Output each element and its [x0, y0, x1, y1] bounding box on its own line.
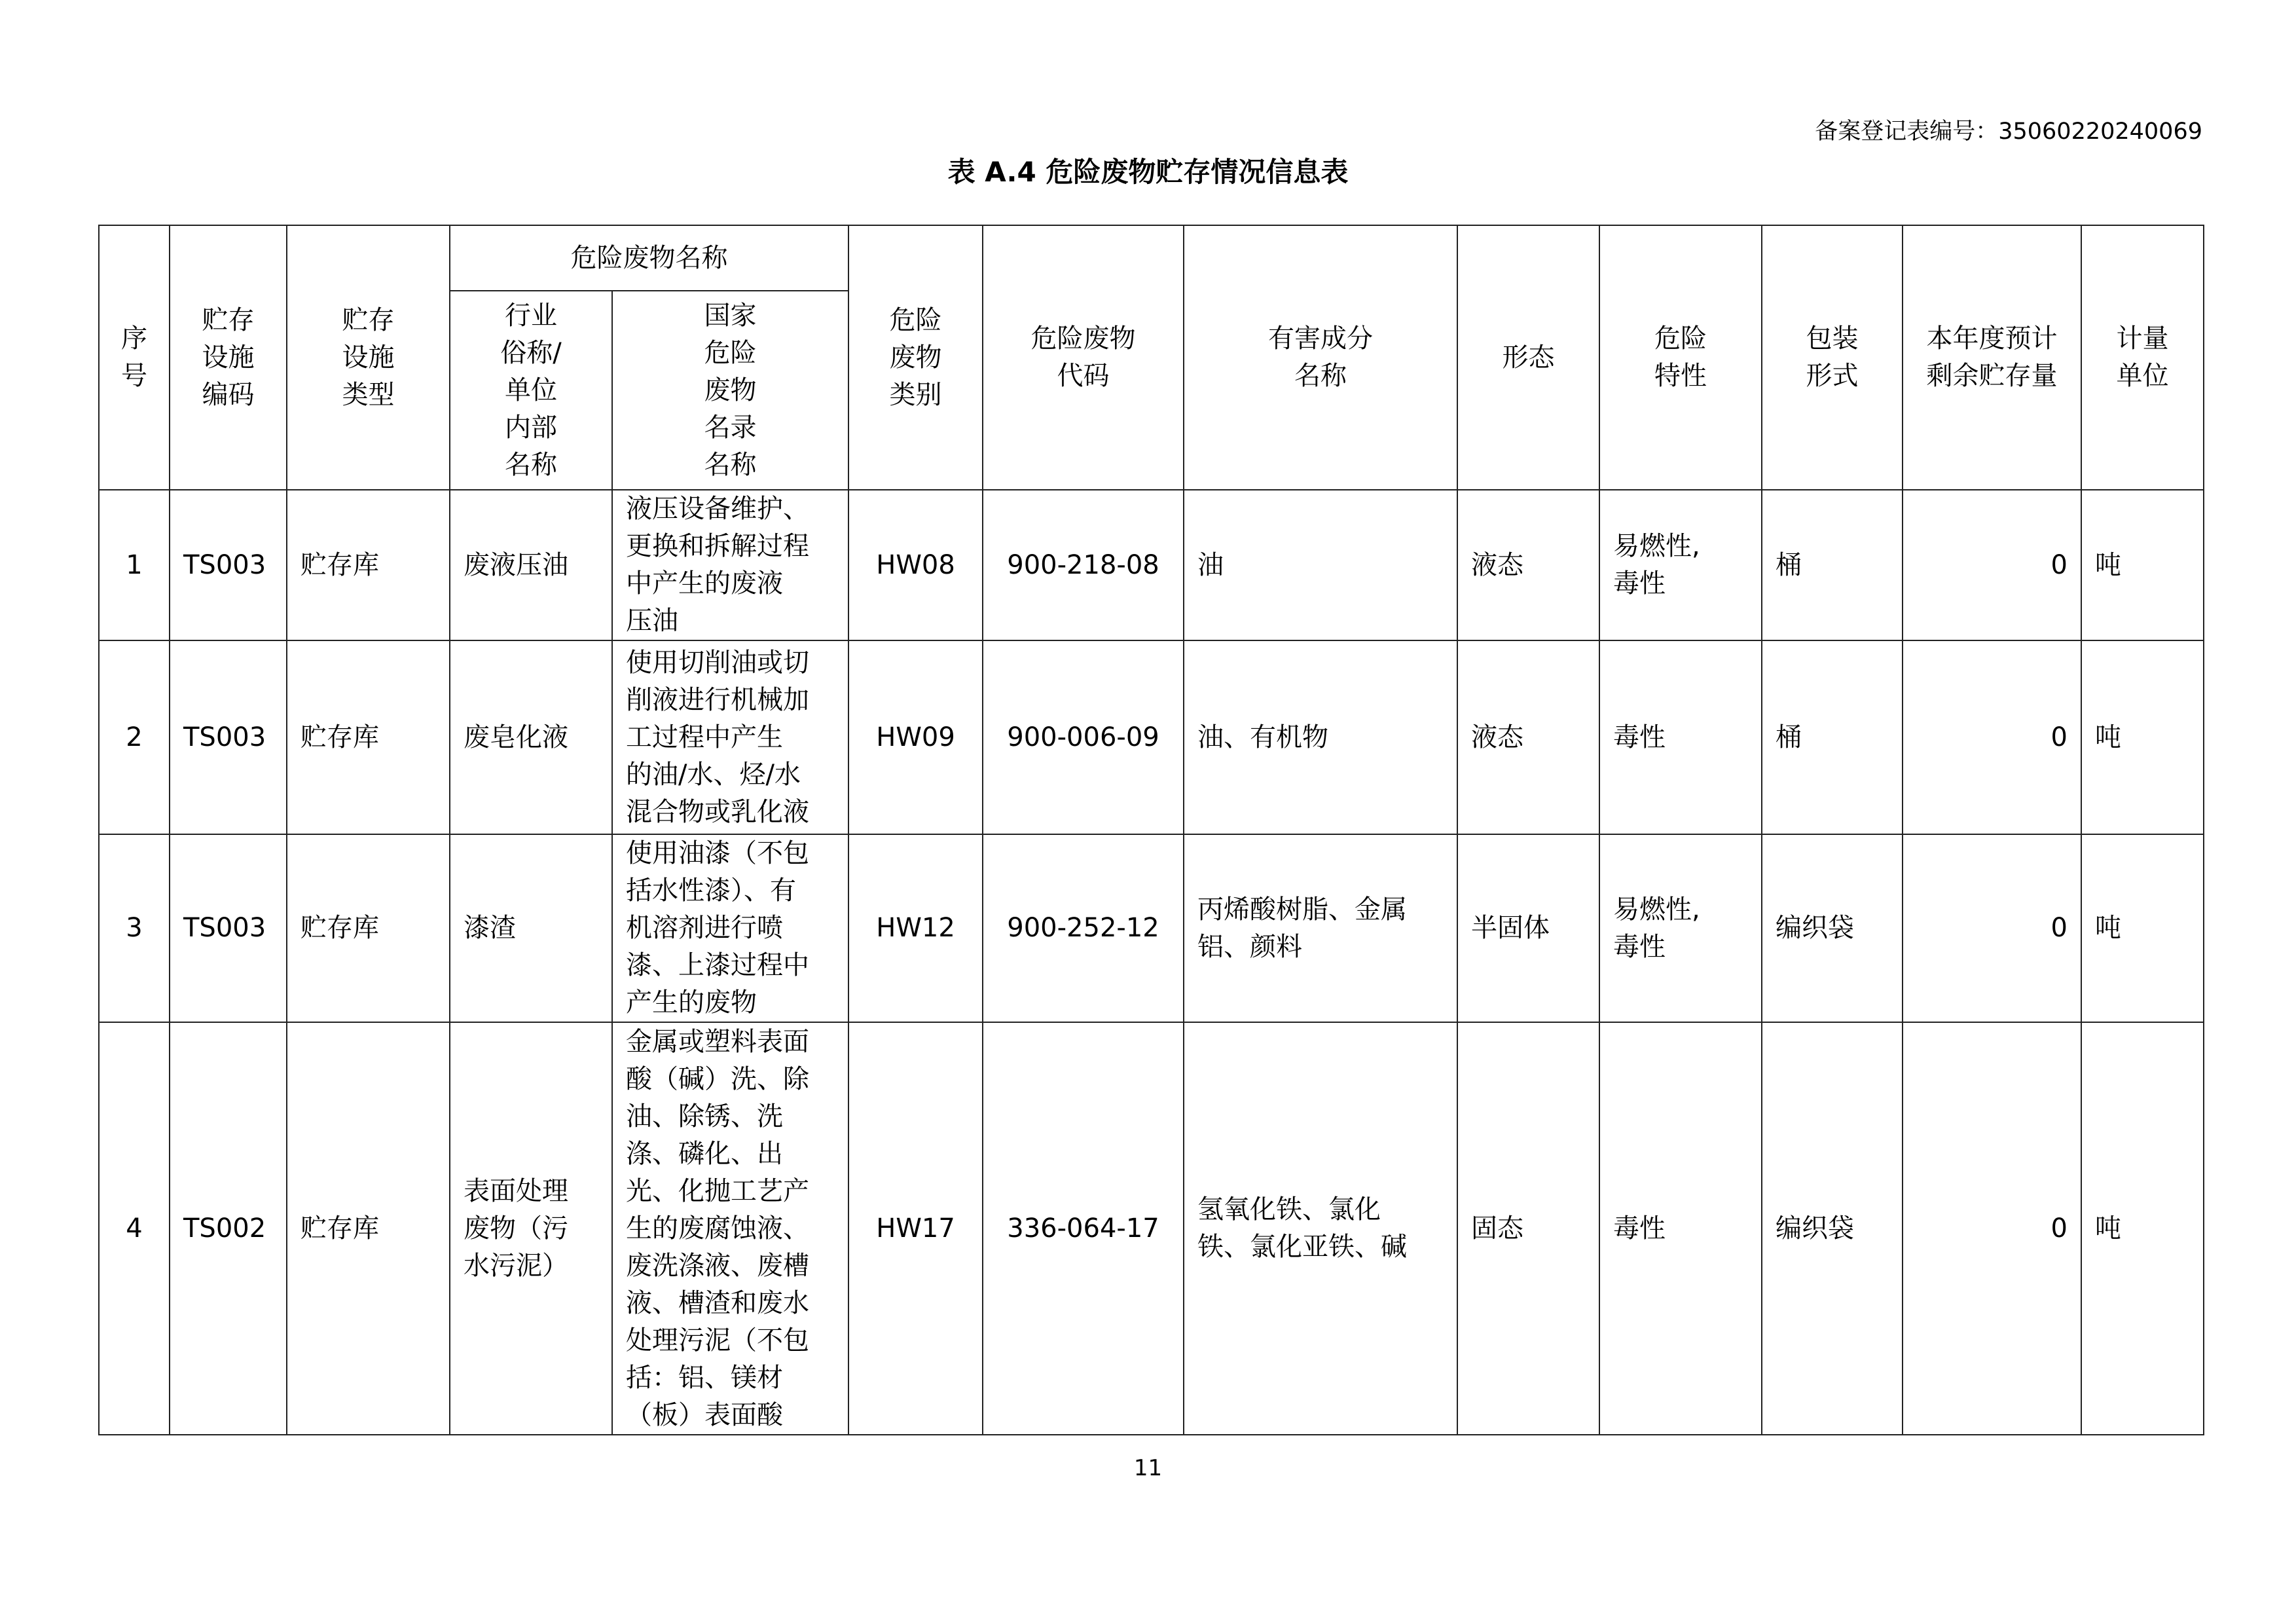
cell-text-line: 类型: [342, 379, 395, 410]
cell-text-line: （板）表面酸: [626, 1399, 783, 1430]
cell-text-line: 俗称/: [500, 337, 562, 368]
cell-text-line: 本年度预计: [1926, 323, 2058, 354]
cell-unit: 吨: [2081, 640, 2204, 834]
cell-text-line: 丙烯酸树脂、金属: [1197, 894, 1407, 925]
cell-category: HW09: [848, 640, 983, 834]
cell-text-line: 括：铝、镁材: [626, 1362, 783, 1393]
cell-text-line: 废物: [704, 375, 757, 405]
header-remaining-storage: [1903, 225, 2081, 490]
cell-text-line: 漆渣: [464, 913, 516, 943]
cell-text-line: 漆、上漆过程中: [626, 950, 809, 980]
cell-facility-code: TS003: [170, 640, 287, 834]
cell-text-line: 设施: [202, 342, 255, 373]
cell-facility-type: 贮存库: [287, 834, 450, 1022]
cell-text-line: 危险: [889, 304, 942, 335]
cell-text-line: 机溶剂进行喷: [626, 913, 783, 943]
cell-text-line: 剩余贮存量: [1926, 361, 2058, 391]
cell-category: HW17: [848, 1022, 983, 1435]
cell-harmful: [1184, 1022, 1457, 1435]
table-row: [99, 640, 2204, 834]
cell-seq: 2: [99, 640, 170, 834]
cell-text-line: 国家: [704, 300, 757, 331]
cell-text-line: 形式: [1806, 361, 1859, 391]
cell-text-line: 毒性: [1613, 931, 1666, 962]
cell-text-line: 废液压油: [464, 549, 568, 580]
cell-text-line: 贮存: [202, 304, 255, 335]
cell-text-line: 序: [121, 323, 147, 354]
cell-text-line: 废洗涤液、废槽: [626, 1250, 809, 1281]
cell-code: 336-064-17: [983, 1022, 1184, 1435]
cell-text-line: 单位: [505, 375, 557, 405]
cell-seq: 4: [99, 1022, 170, 1435]
cell-facility-code: TS002: [170, 1022, 287, 1435]
cell-text-line: 废皂化液: [464, 722, 568, 752]
cell-facility-type: 贮存库: [287, 1022, 450, 1435]
cell-text-line: 油: [1197, 549, 1224, 580]
cell-form: 半固体: [1457, 834, 1599, 1022]
cell-text-line: 单位: [2116, 361, 2169, 391]
cell-seq: 3: [99, 834, 170, 1022]
header-facility-code: [170, 225, 287, 490]
header-unit: [2081, 225, 2204, 490]
cell-text-line: 生的废腐蚀液、: [626, 1213, 809, 1244]
cell-property: [1599, 834, 1762, 1022]
cell-text-line: 设施: [342, 342, 395, 373]
cell-text-line: 金属或塑料表面: [626, 1026, 809, 1057]
cell-national-name: [612, 834, 848, 1022]
cell-national-name: [612, 640, 848, 834]
cell-text-line: 水污泥）: [464, 1250, 568, 1281]
cell-industry-name: [450, 834, 612, 1022]
cell-text-line: 特性: [1654, 361, 1707, 391]
cell-text-line: 油、有机物: [1197, 722, 1328, 752]
header-facility-type: [287, 225, 450, 490]
cell-text-line: 工过程中产生: [626, 722, 783, 752]
cell-text-line: 处理污泥（不包: [626, 1325, 809, 1356]
header-row-group: [99, 225, 2204, 291]
cell-text-line: 涤、磷化、出: [626, 1138, 783, 1169]
cell-facility-type: 贮存库: [287, 640, 450, 834]
cell-text-line: 毒性: [1613, 1213, 1666, 1244]
cell-text-line: 名称: [1294, 361, 1347, 391]
cell-property: [1599, 1022, 1762, 1435]
cell-industry-name: [450, 490, 612, 640]
cell-remaining: 0: [1903, 640, 2081, 834]
cell-text-line: 使用油漆（不包: [626, 838, 809, 868]
cell-text-line: 包装: [1806, 323, 1859, 354]
table-title: 表 A.4 危险废物贮存情况信息表: [947, 156, 1349, 188]
cell-text-line: 计量: [2116, 323, 2169, 354]
cell-harmful: [1184, 834, 1457, 1022]
cell-text-line: 酸（碱）洗、除: [626, 1063, 809, 1094]
cell-packaging: 编织袋: [1762, 1022, 1903, 1435]
cell-text-line: 的油/水、烃/水: [626, 759, 801, 790]
cell-harmful: [1184, 640, 1457, 834]
cell-text-line: 编码: [202, 379, 255, 410]
cell-text-line: 名录: [704, 412, 757, 443]
cell-category: HW12: [848, 834, 983, 1022]
header-seq: [99, 225, 170, 490]
cell-text-line: 液、槽渣和废水: [626, 1287, 809, 1318]
page-number: 11: [1133, 1455, 1163, 1481]
cell-text-line: 内部: [505, 412, 557, 443]
cell-code: 900-006-09: [983, 640, 1184, 834]
cell-text-line: 氢氧化铁、氯化: [1197, 1194, 1381, 1225]
cell-form: 液态: [1457, 490, 1599, 640]
cell-form: 固态: [1457, 1022, 1599, 1435]
cell-packaging: 桶: [1762, 640, 1903, 834]
cell-text-line: 危险: [704, 337, 757, 368]
cell-text-line: 液压设备维护、: [626, 494, 809, 524]
cell-seq: 1: [99, 490, 170, 640]
cell-text-line: 表面处理: [464, 1175, 568, 1206]
cell-text-line: 代码: [1057, 361, 1110, 391]
header-industry-name: [450, 291, 612, 490]
cell-text-line: 危险废物: [1030, 323, 1136, 354]
cell-code: 900-218-08: [983, 490, 1184, 640]
cell-text-line: 号: [121, 361, 147, 391]
cell-text-line: 废物: [889, 342, 942, 373]
cell-category: HW08: [848, 490, 983, 640]
cell-text-line: 压油: [626, 606, 678, 636]
header-waste-name-group: 危险废物名称: [450, 225, 848, 291]
cell-unit: 吨: [2081, 1022, 2204, 1435]
cell-form: 液态: [1457, 640, 1599, 834]
cell-unit: 吨: [2081, 490, 2204, 640]
cell-text-line: 行业: [505, 300, 557, 331]
cell-property: [1599, 490, 1762, 640]
cell-text-line: 废物（污: [464, 1213, 568, 1244]
cell-text-line: 铝、颜料: [1197, 931, 1302, 962]
header-hazard-property: [1599, 225, 1762, 490]
cell-text-line: 危险: [1654, 323, 1707, 354]
table-row: [99, 1022, 2204, 1435]
cell-unit: 吨: [2081, 834, 2204, 1022]
table-row: [99, 834, 2204, 1022]
cell-facility-code: TS003: [170, 490, 287, 640]
header-harmful-components: [1184, 225, 1457, 490]
cell-text-line: 使用切削油或切: [626, 647, 809, 678]
cell-code: 900-252-12: [983, 834, 1184, 1022]
cell-text-line: 易燃性,: [1613, 894, 1700, 925]
cell-remaining: 0: [1903, 1022, 2081, 1435]
cell-text-line: 类别: [889, 379, 942, 410]
header-waste-code: [983, 225, 1184, 490]
cell-harmful: [1184, 490, 1457, 640]
cell-text-line: 削液进行机械加: [626, 684, 809, 715]
cell-text-line: 括水性漆）、有: [626, 876, 796, 906]
filing-number: 备案登记表编号：35060220240069: [1815, 119, 2202, 145]
cell-text-line: 形态: [1502, 342, 1555, 373]
cell-packaging: 桶: [1762, 490, 1903, 640]
cell-remaining: 0: [1903, 834, 2081, 1022]
cell-national-name: [612, 490, 848, 640]
cell-text-line: 更换和拆解过程: [626, 531, 809, 561]
header-national-name: [612, 291, 848, 490]
cell-facility-code: TS003: [170, 834, 287, 1022]
header-waste-category: [848, 225, 983, 490]
cell-packaging: 编织袋: [1762, 834, 1903, 1022]
cell-industry-name: [450, 1022, 612, 1435]
cell-text-line: 有害成分: [1268, 323, 1373, 354]
cell-text-line: 贮存: [342, 304, 395, 335]
cell-text-line: 易燃性,: [1613, 531, 1700, 561]
cell-text-line: 毒性: [1613, 568, 1666, 599]
cell-national-name: [612, 1022, 848, 1435]
cell-facility-type: 贮存库: [287, 490, 450, 640]
cell-text-line: 混合物或乳化液: [626, 796, 809, 827]
cell-industry-name: [450, 640, 612, 834]
cell-remaining: 0: [1903, 490, 2081, 640]
cell-text-line: 产生的废物: [626, 987, 757, 1018]
header-form: [1457, 225, 1599, 490]
cell-text-line: 油、除锈、洗: [626, 1101, 783, 1132]
header-packaging: [1762, 225, 1903, 490]
hazardous-waste-storage-table: [98, 225, 2204, 1435]
cell-text-line: 中产生的废液: [626, 568, 783, 599]
cell-property: [1599, 640, 1762, 834]
cell-text-line: 名称: [505, 449, 557, 480]
cell-text-line: 名称: [704, 449, 757, 480]
table-row: [99, 490, 2204, 640]
cell-text-line: 毒性: [1613, 722, 1666, 752]
cell-text-line: 光、化抛工艺产: [626, 1175, 809, 1206]
cell-text-line: 铁、氯化亚铁、碱: [1197, 1232, 1407, 1262]
